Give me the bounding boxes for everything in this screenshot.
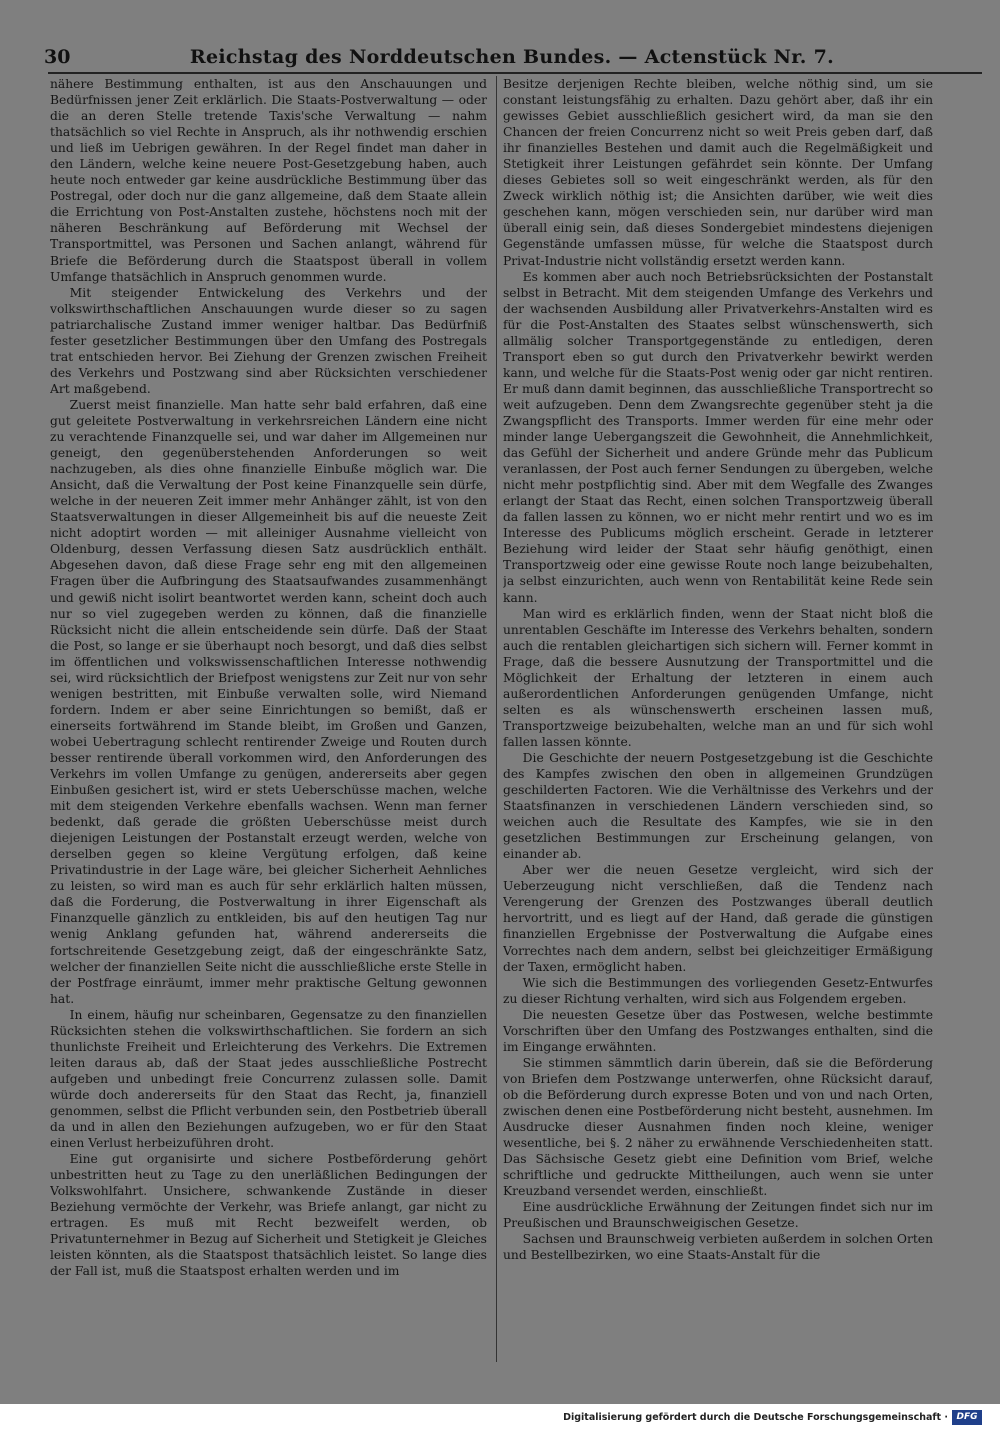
page-header bbox=[40, 44, 984, 72]
paragraph: Mit steigender Entwickelung des Verkehrs und der volkswirthschaftlichen Anschauungen wurde dieser so zu sagen patriarchalische Zustand immer weniger haltbar. Das Bedürfniß fester gesetzlicher Bestimmungen über den Umfang des Postregals trat entschieden hervor. Bei Ziehung der Grenzen zwischen Freiheit des Verkehrs und Postzwang sind aber Rücksichten verschiedener Art maßgebend. bbox=[50, 285, 487, 396]
right-column bbox=[503, 76, 933, 1366]
dfg-logo: DFG bbox=[952, 1410, 982, 1425]
paragraph: Es kommen aber auch noch Betriebsrücksichten der Postanstalt selbst in Betracht. Mit dem steigenden Umfange des Verkehrs und der wachsenden Ausbildung aller Privatverkehrs-Anstalten wird es für die Post-Anstalten des Staates selbst wünschenswerth, sich allmälig solcher Transportgegenstände zu entledigen, deren Transport eben so gut durch den Privatverkehr bewirkt werden kann, und welche für die Staats-Post wenig oder gar nicht rentiren. Er muß dann damit beginnen, das ausschließliche Transportrecht so weit aufzugeben. Denn dem Zwangsrechte gegenüber steht ja die Zwangspflicht des Transports. Immer werden für eine mehr oder minder lange Uebergangszeit die Gewohnheit, die Annehmlichkeit, das Gefühl der Sicherheit und andere Gründe mehr das Publicum veranlassen, der Post auch ferner Sendungen zu übergeben, welche nicht mehr postpflichtig sind. Aber mit dem Wegfalle des Zwanges erlangt der Staat das Recht, einen solchen Transportzweig überall da fallen lassen zu können, wo er nicht mehr rentirt und wo es im Interesse des Publicums möglich erscheint. Gerade in letzterer Beziehung wird leider der Staat sehr häufig genöthigt, einen Transportzweig oder eine gewisse Route noch lange beizubehalten, ja selbst einzurichten, auch wenn von Rentabilität keine Rede sein kann. bbox=[503, 269, 933, 605]
paragraph: Die Geschichte der neuern Postgesetzgebung ist die Geschichte des Kampfes zwischen den oben in allgemeinen Grundzügen geschilderten Factoren. Wie die Verhältnisse des Verkehrs und der Staatsfinanzen in verschiedenen Ländern verschieden sind, so weichen auch die Resultate des Kampfes, wie sie in den gesetzlichen Bestimmungen zur Erscheinung gelangen, von einander ab. bbox=[503, 750, 933, 862]
header-rule bbox=[48, 72, 982, 74]
digitization-credit: Digitalisierung gefördert durch die Deutsche Forschungsgemeinschaft · bbox=[563, 1412, 948, 1423]
page-number: 30 bbox=[44, 46, 71, 68]
left-column bbox=[50, 76, 487, 1366]
paragraph: Besitze derjenigen Rechte bleiben, welche nöthig sind, um sie constant leistungsfähig zu erhalten. Dazu gehört aber, daß ihr ein gewisses Gebiet ausschließlich gesichert wird, da man sie den Chancen der freien Concurrenz nicht so weit Preis geben darf, daß ihr finanzielles Bestehen und damit auch die Regelmäßigkeit und Stetigkeit ihrer Leistungen gefährdet sein könnte. Der Umfang dieses Gebietes soll so weit eingeschränkt werden, als für den Zweck wirklich nöthig ist; die Ansichten darüber, wie weit dies geschehen kann, mögen verschieden sein, nur darüber wird man überall einig sein, daß dieses Sondergebiet mindestens diejenigen Gegenstände umfassen müsse, für welche die Staatspost durch Privat-Industrie nicht vollständig ersetzt werden kann. bbox=[503, 77, 933, 268]
paragraph: Eine ausdrückliche Erwähnung der Zeitungen findet sich nur im Preußischen und Braunschweigischen Gesetze. bbox=[503, 1200, 933, 1231]
paragraph: Die neuesten Gesetze über das Postwesen, welche bestimmte Vorschriften über den Umfang des Postzwanges enthalten, sind die im Eingange erwähnten. bbox=[503, 1007, 933, 1054]
column-divider bbox=[496, 76, 497, 1362]
paragraph: nähere Bestimmung enthalten, ist aus den Anschauungen und Bedürfnissen jener Zeit erklärlich. Die Staats-Postverwaltung — oder die an deren Stelle tretende Taxis'sche Verwaltung — nahm thatsächlich so viel Rechte in Anspruch, als ihr nothwendig erschien und ließ im Uebrigen gewähren. In der Regel findet man daher in den Ländern, welche keine neuere Post-Gesetzgebung haben, auch heute noch entweder gar keine ausdrückliche Bestimmung über das Postregal, oder doch nur die ganz allgemeine, daß dem Staate allein die Errichtung von Post-Anstalten zustehe, höchstens noch mit der näheren Beschränkung auf Beförderung mit Wechsel der Transportmittel, was Personen und Sachen anlangt, während für Briefe die Beförderung durch die Staatspost überall in vollem Umfange thatsächlich in Anspruch genommen wurde. bbox=[50, 77, 487, 284]
paragraph: Zuerst meist finanzielle. Man hatte sehr bald erfahren, daß eine gut geleitete Postverwaltung in verkehrsreichen Ländern eine nicht zu verachtende Finanzquelle sei, und war daher im Allgemeinen nur geneigt, den gegenüberstehenden Anforderungen so weit nachzugeben, als dies ohne finanzielle Einbuße möglich war. Die Ansicht, daß die Verwaltung der Post keine Finanzquelle sein dürfe, welche in der neueren Zeit immer mehr Anhänger zählt, ist von den Staatsverwaltungen in dieser Allgemeinheit bis auf die neueste Zeit nicht adoptirt worden — mit alleiniger Ausnahme vielleicht von Oldenburg, dessen Verfassung diesen Satz ausdrücklich enthält. Abgesehen davon, daß diese Frage sehr eng mit den allgemeinen Fragen über die Aufbringung des Staatsaufwandes zusammenhängt und gewiß nicht isolirt beantwortet werden kann, scheint doch auch nur so viel zugegeben werden zu können, daß die finanzielle Rücksicht nicht die allein entscheidende sein dürfe. Daß der Staat die Post, so lange er sie überhaupt noch besorgt, und daß dies selbst im öffentlichen und volkswissenschaftlichen Interesse nothwendig sei, wird rücksichtlich der Briefpost wenigstens zur Zeit nur von sehr wenigen bestritten, mit Einbuße verwalten solle, wird Niemand fordern. Indem er aber seine Einrichtungen so bemißt, daß er einerseits fortwährend im Stande bleibt, im Großen und Ganzen, wobei Uebertragung schlecht rentirender Zweige und Routen durch besser rentirende überall vorkommen wird, den Anforderungen des Verkehrs im vollen Umfange zu genügen, andererseits aber gegen Einbußen gesichert ist, wird er stets Ueberschüsse machen, welche mit dem steigenden Verkehre ebenfalls wachsen. Wenn man ferner bedenkt, daß gerade die größten Ueberschüsse meist durch diejenigen Leistungen der Postanstalt erzeugt werden, welche von derselben gegen so kleine Vergütung erfolgen, daß keine Privatindustrie in der Lage wäre, bei gleicher Sicherheit Aehnliches zu leisten, so wird man es auch für sehr erklärlich halten müssen, daß die Forderung, die Postverwaltung in ihrer Eigenschaft als Finanzquelle gänzlich zu entkleiden, bis auf den heutigen Tag nur wenig Anklang gefunden hat, während andererseits die fortschreitende Gesetzgebung zeigt, daß der eingeschränkte Satz, welcher der finanziellen Seite nicht die ausschließliche erste Stelle in der Postfrage einräumt, immer mehr praktische Geltung gewonnen hat. bbox=[50, 397, 487, 1006]
paragraph: Aber wer die neuen Gesetze vergleicht, wird sich der Ueberzeugung nicht verschließen, daß die Tendenz nach Verengerung der Grenzen des Postzwanges überall deutlich hervortritt, und es liegt auf der Hand, daß gerade die günstigen finanziellen Ergebnisse der Postverwaltung die Aufgabe eines Vorrechtes nach dem andern, selbst bei gleichzeitiger Ermäßigung der Taxen, ermöglicht haben. bbox=[503, 863, 933, 974]
paragraph: Man wird es erklärlich finden, wenn der Staat nicht bloß die unrentablen Geschäfte im Interesse des Verkehrs behalten, sondern auch die rentablen gleichartigen sich sichern will. Ferner kommt in Frage, daß die bessere Ausnutzung der Transportmittel und die Möglichkeit der Erhaltung der letzteren in einem auch außerordentlichen Anforderungen genügenden Umfange, nicht selten es als wünschenswerth erscheinen lassen muß, Transportzweige beizubehalten, welche man an und für sich wohl fallen lassen könnte. bbox=[503, 606, 933, 749]
paragraph: Eine gut organisirte und sichere Postbeförderung gehört unbestritten heut zu Tage zu den unerläßlichen Bedingungen der Volkswohlfahrt. Unsichere, schwankende Zustände in dieser Beziehung vermöchte der Verkehr, was Briefe anlangt, gar nicht zu ertragen. Es muß mit Recht bezweifelt werden, ob Privatunternehmer in Bezug auf Sicherheit und Stetigkeit je Gleiches leisten könnten, als die Staatspost thatsächlich leistet. So lange dies der Fall ist, muß die Staatspost erhalten werden und im bbox=[50, 1152, 487, 1279]
paragraph: In einem, häufig nur scheinbaren, Gegensatze zu den finanziellen Rücksichten stehen die volkswirthschaftlichen. Sie fordern an sich thunlichste Freiheit und Erleichterung des Verkehrs. Die Extremen leiten daraus ab, daß der Staat jedes ausschließliche Postrecht aufgeben und unbedingt freie Concurrenz zulassen solle. Damit würde doch andererseits für den Staat das Recht, ja, finanziell genommen, selbst die Pflicht verbunden sein, den Postbetrieb überall da und in allen den Beziehungen aufzugeben, wo er für den Staat einen Verlust herbeizuführen droht. bbox=[50, 1007, 487, 1151]
paragraph: Sie stimmen sämmtlich darin überein, daß sie die Beförderung von Briefen dem Postzwange unterwerfen, ohne Rücksicht darauf, ob die Beförderung durch expresse Boten und von und nach Orten, zwischen denen eine Postbeförderung nicht besteht, ausnehmen. Im Ausdrucke dieser Ausnahmen finden noch kleine, weniger wesentliche, bei §. 2 näher zu erwähnende Verschiedenheiten statt. Das Sächsische Gesetz giebt eine Definition vom Brief, welche schriftliche und gedruckte Mittheilungen, auch wenn sie unter Kreuzband versendet werden, einschließt. bbox=[503, 1055, 933, 1199]
paragraph: Wie sich die Bestimmungen des vorliegenden Gesetz-Entwurfes zu dieser Richtung verhalten, wird sich aus Folgendem ergeben. bbox=[503, 975, 933, 1006]
running-title: Reichstag des Norddeutschen Bundes. — Actenstück Nr. 7. bbox=[189, 46, 835, 68]
paragraph: Sachsen und Braunschweig verbieten außerdem in solchen Orten und Bestellbezirken, wo eine Staats-Anstalt für die bbox=[503, 1232, 933, 1263]
